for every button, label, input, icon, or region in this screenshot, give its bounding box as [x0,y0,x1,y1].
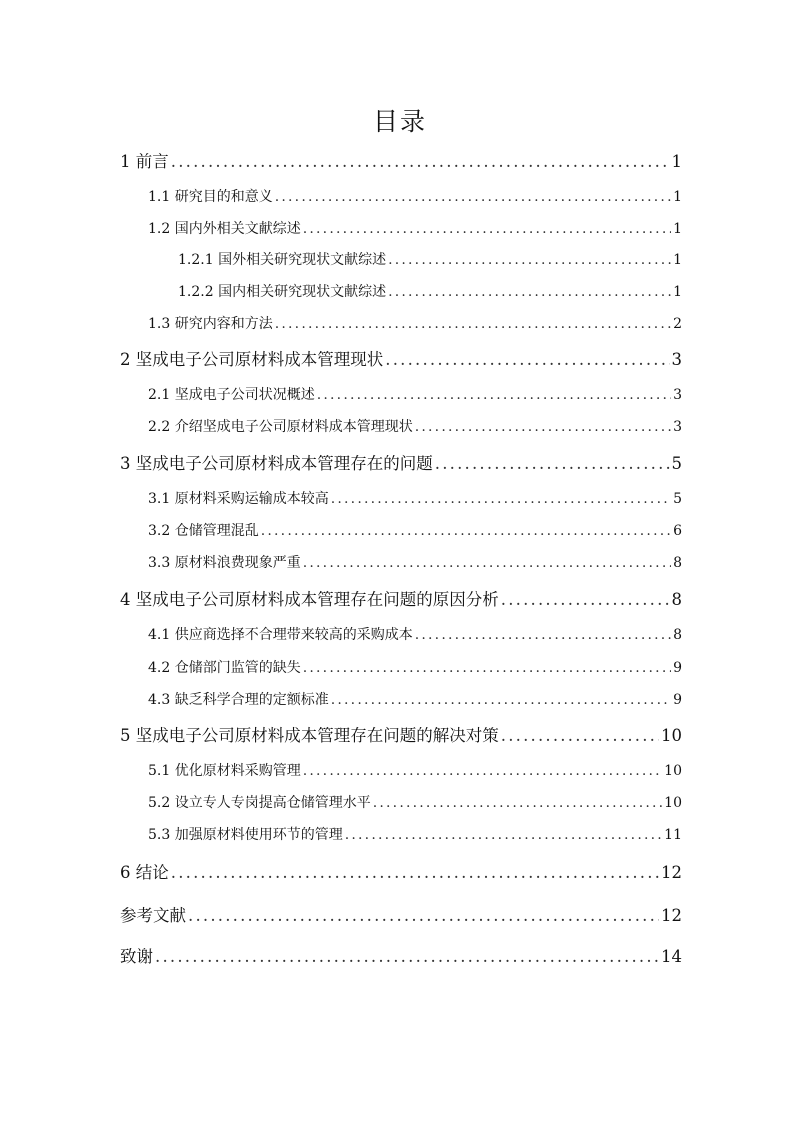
toc-entry-page-number: 9 [673,692,682,708]
toc-leader-dots [385,350,669,369]
toc-entry[interactable] [178,281,682,301]
toc-leader-dots [415,627,671,643]
toc-leader-dots [501,590,670,609]
toc-leader-dots [373,795,662,811]
toc-leader-dots [275,316,671,332]
toc-leader-dots [345,827,662,843]
toc-entry-page-number: 8 [673,555,682,571]
toc-entry-page-number: 8 [671,590,682,609]
toc-entry[interactable] [148,824,682,844]
toc-leader-dots [331,692,671,708]
toc-leader-dots [501,726,659,745]
toc-leader-dots [303,660,671,676]
toc-leader-dots [388,252,671,268]
toc-entry-label: 2.2 介绍坚成电子公司原材料成本管理现状 [148,419,413,435]
toc-leader-dots [188,906,659,925]
toc-entry-label: 致谢 [120,947,153,966]
toc-leader-dots [317,387,671,403]
toc-entry[interactable] [148,792,682,812]
toc-entry-page-number: 3 [673,419,682,435]
toc-entry[interactable] [148,624,682,644]
toc-leader-dots [303,221,671,237]
toc-entry-label: 2 坚成电子公司原材料成本管理现状 [120,350,384,369]
toc-entry-page-number: 12 [661,906,682,925]
toc-entry[interactable] [120,859,682,883]
toc-entry-label: 6 结论 [120,863,169,882]
toc-entry-label: 1.3 研究内容和方法 [148,316,273,332]
toc-entry-label: 3 坚成电子公司原材料成本管理存在的问题 [120,454,433,473]
toc-entry-page-number: 9 [673,660,682,676]
toc-entry[interactable] [120,943,682,967]
toc-entry-label: 5.3 加强原材料使用环节的管理 [148,827,343,843]
toc-leader-dots [275,189,671,205]
toc-entry-page-number: 1 [673,284,682,300]
toc-entry-label: 3.2 仓储管理混乱 [148,523,259,539]
toc-entry[interactable] [148,760,682,780]
toc-entry-page-number: 12 [661,863,682,882]
toc-leader-dots [303,763,662,779]
toc-entry[interactable] [178,249,682,269]
toc-entry-page-number: 5 [673,491,682,507]
toc-entry-label: 4.1 供应商选择不合理带来较高的采购成本 [148,627,413,643]
toc-entry[interactable] [120,722,682,746]
toc-leader-dots [435,454,670,473]
toc-entry-label: 1 前言 [120,152,169,171]
toc-entry-page-number: 6 [673,523,682,539]
toc-entry[interactable] [148,218,682,238]
toc-entry-label: 3.1 原材料采购运输成本较高 [148,491,329,507]
toc-entry[interactable] [148,384,682,404]
toc-entry-page-number: 3 [671,350,682,369]
toc-leader-dots [155,947,659,966]
toc-entry-page-number: 10 [664,763,682,779]
toc-entry[interactable] [148,416,682,436]
page-title: 目录 [372,107,427,136]
toc-entry[interactable] [148,657,682,677]
toc-entry-page-number: 8 [673,627,682,643]
toc-entry-page-number: 1 [673,252,682,268]
toc-leader-dots [331,491,671,507]
toc-entry[interactable] [120,148,682,172]
toc-entry-label: 1.2 国内外相关文献综述 [148,221,301,237]
toc-entry-label: 5.2 设立专人专岗提高仓储管理水平 [148,795,371,811]
toc-entry-label: 4 坚成电子公司原材料成本管理存在问题的原因分析 [120,590,499,609]
toc-entry-label: 2.1 坚成电子公司状况概述 [148,387,315,403]
toc-entry-label: 5.1 优化原材料采购管理 [148,763,301,779]
toc-entry[interactable] [120,450,682,474]
toc-entry-label: 1.2.2 国内相关研究现状文献综述 [178,284,387,300]
toc-entry[interactable] [148,520,682,540]
toc-entry-label: 3.3 原材料浪费现象严重 [148,555,301,571]
toc-entry-page-number: 11 [664,827,682,843]
toc-entry[interactable] [120,346,682,370]
toc-entry-page-number: 5 [671,454,682,473]
toc-entry-page-number: 1 [673,221,682,237]
toc-entry-label: 5 坚成电子公司原材料成本管理存在问题的解决对策 [120,726,499,745]
toc-entry[interactable] [148,488,682,508]
toc-entry[interactable] [148,186,682,206]
toc-entry-label: 1.1 研究目的和意义 [148,189,273,205]
toc-entry[interactable] [148,689,682,709]
toc-entry-page-number: 14 [661,947,682,966]
toc-entry-page-number: 1 [671,152,682,171]
toc-leader-dots [415,419,671,435]
toc-entry[interactable] [120,586,682,610]
toc-entry-label: 4.2 仓储部门监管的缺失 [148,660,301,676]
toc-leader-dots [261,523,671,539]
toc-entry-page-number: 10 [664,795,682,811]
toc-entry-label: 1.2.1 国外相关研究现状文献综述 [178,252,387,268]
toc-leader-dots [171,152,670,171]
toc-leader-dots [303,555,671,571]
toc-entry-page-number: 1 [673,189,682,205]
toc-entry-page-number: 2 [673,316,682,332]
toc-entry[interactable] [148,313,682,333]
toc-entry-page-number: 3 [673,387,682,403]
toc-entry[interactable] [120,902,682,926]
toc-entry[interactable] [148,552,682,572]
toc-entry-label: 参考文献 [120,906,186,925]
toc-entry-label: 4.3 缺乏科学合理的定额标准 [148,692,329,708]
toc-leader-dots [388,284,671,300]
toc-leader-dots [171,863,659,882]
toc-entry-page-number: 10 [661,726,682,745]
